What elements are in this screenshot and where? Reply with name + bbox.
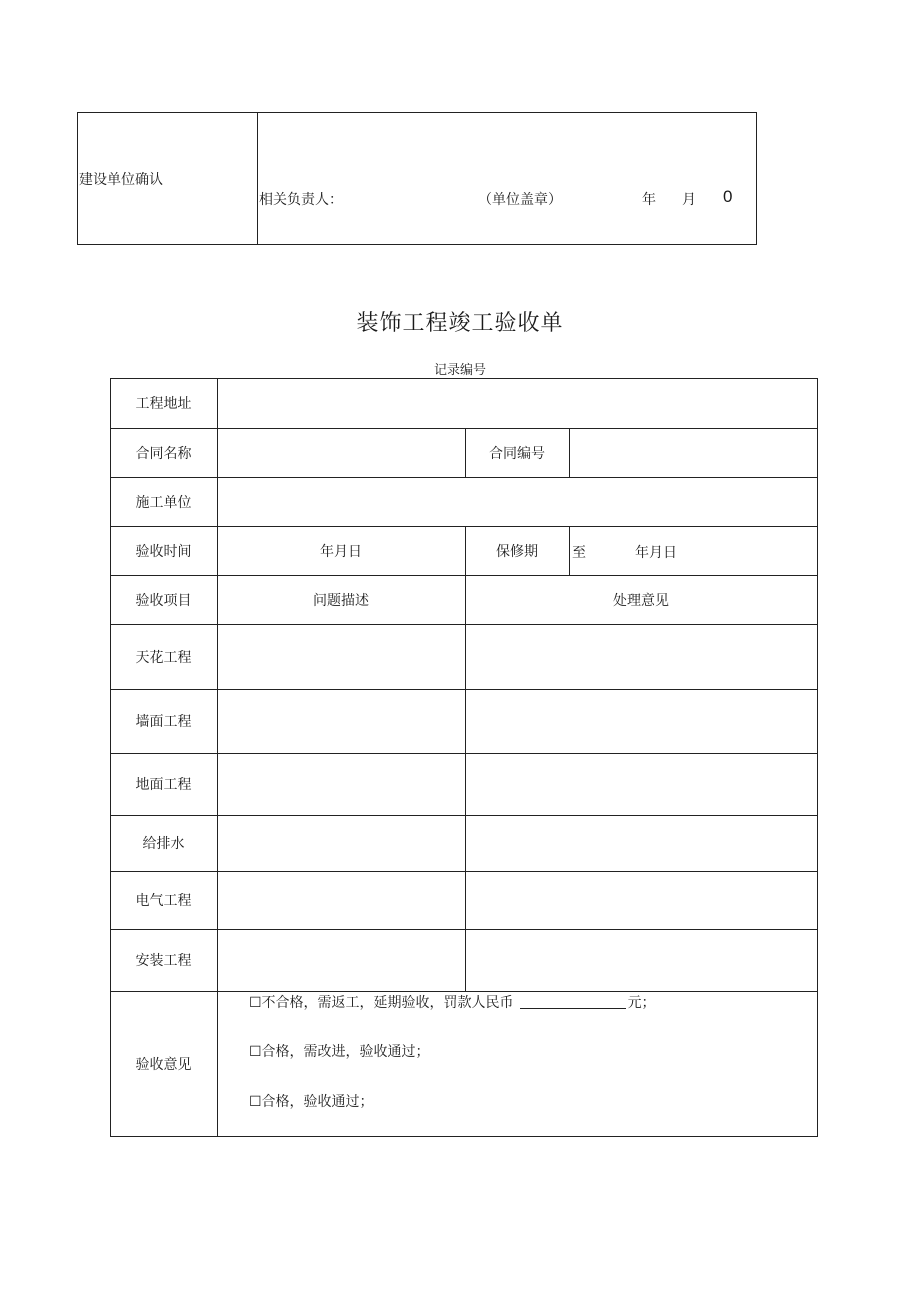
day-label: 0 [723, 187, 733, 206]
option-fail[interactable] [249, 992, 656, 1012]
contractor-value-cell [218, 478, 817, 526]
option-fail-text: ☐不合格，需返工，延期验收，罚款人民币 [249, 995, 514, 1011]
contract-name-value-cell [218, 429, 465, 477]
item-header: 验收项目 [135, 592, 192, 609]
year-label: 年 [642, 192, 656, 208]
contract-name-label: 合同名称 [135, 445, 192, 462]
confirm-box [77, 112, 757, 245]
confirm-divider [257, 112, 258, 245]
handling-header: 处理意见 [613, 592, 669, 609]
item-ceiling: 天花工程 [135, 649, 192, 666]
option-pass-improve-text: ☐合格，需改进，验收通过； [249, 1044, 430, 1060]
accept-time-label: 验收时间 [135, 543, 192, 560]
option-pass-improve[interactable] [249, 1041, 430, 1061]
contractor-label: 施工单位 [135, 494, 192, 511]
contract-number-value-cell [570, 429, 817, 477]
contract-number-label: 合同编号 [489, 445, 545, 462]
item-floor: 地面工程 [135, 777, 192, 793]
item-electrical: 电气工程 [135, 893, 192, 909]
item-plumbing: 给排水 [142, 836, 185, 852]
warranty-date-value: 年月日 [635, 545, 677, 561]
responsible-person-label: 相关负责人： [259, 192, 343, 208]
problem-header: 问题描述 [313, 592, 369, 609]
confirm-label: 建设单位确认 [79, 172, 163, 188]
seal-label: （单位盖章） [478, 192, 562, 208]
fine-amount-blank[interactable] [520, 994, 626, 1009]
warranty-to-label: 至 [572, 545, 586, 561]
warranty-label: 保修期 [496, 543, 538, 560]
page-title: 装饰工程竣工验收单 [356, 311, 564, 336]
option-pass[interactable] [249, 1091, 374, 1111]
item-wall: 墙面工程 [135, 714, 192, 730]
accept-time-value: 年月日 [320, 543, 362, 560]
address-label: 工程地址 [135, 396, 192, 412]
address-value-cell [218, 379, 817, 428]
item-installation: 安装工程 [135, 953, 192, 969]
option-pass-text: ☐合格，验收通过； [249, 1094, 374, 1110]
month-label: 月 [682, 192, 696, 208]
option-fail-suffix: 元； [627, 995, 656, 1011]
record-number-label: 记录编号 [433, 363, 486, 378]
opinion-label: 验收意见 [135, 1056, 192, 1073]
